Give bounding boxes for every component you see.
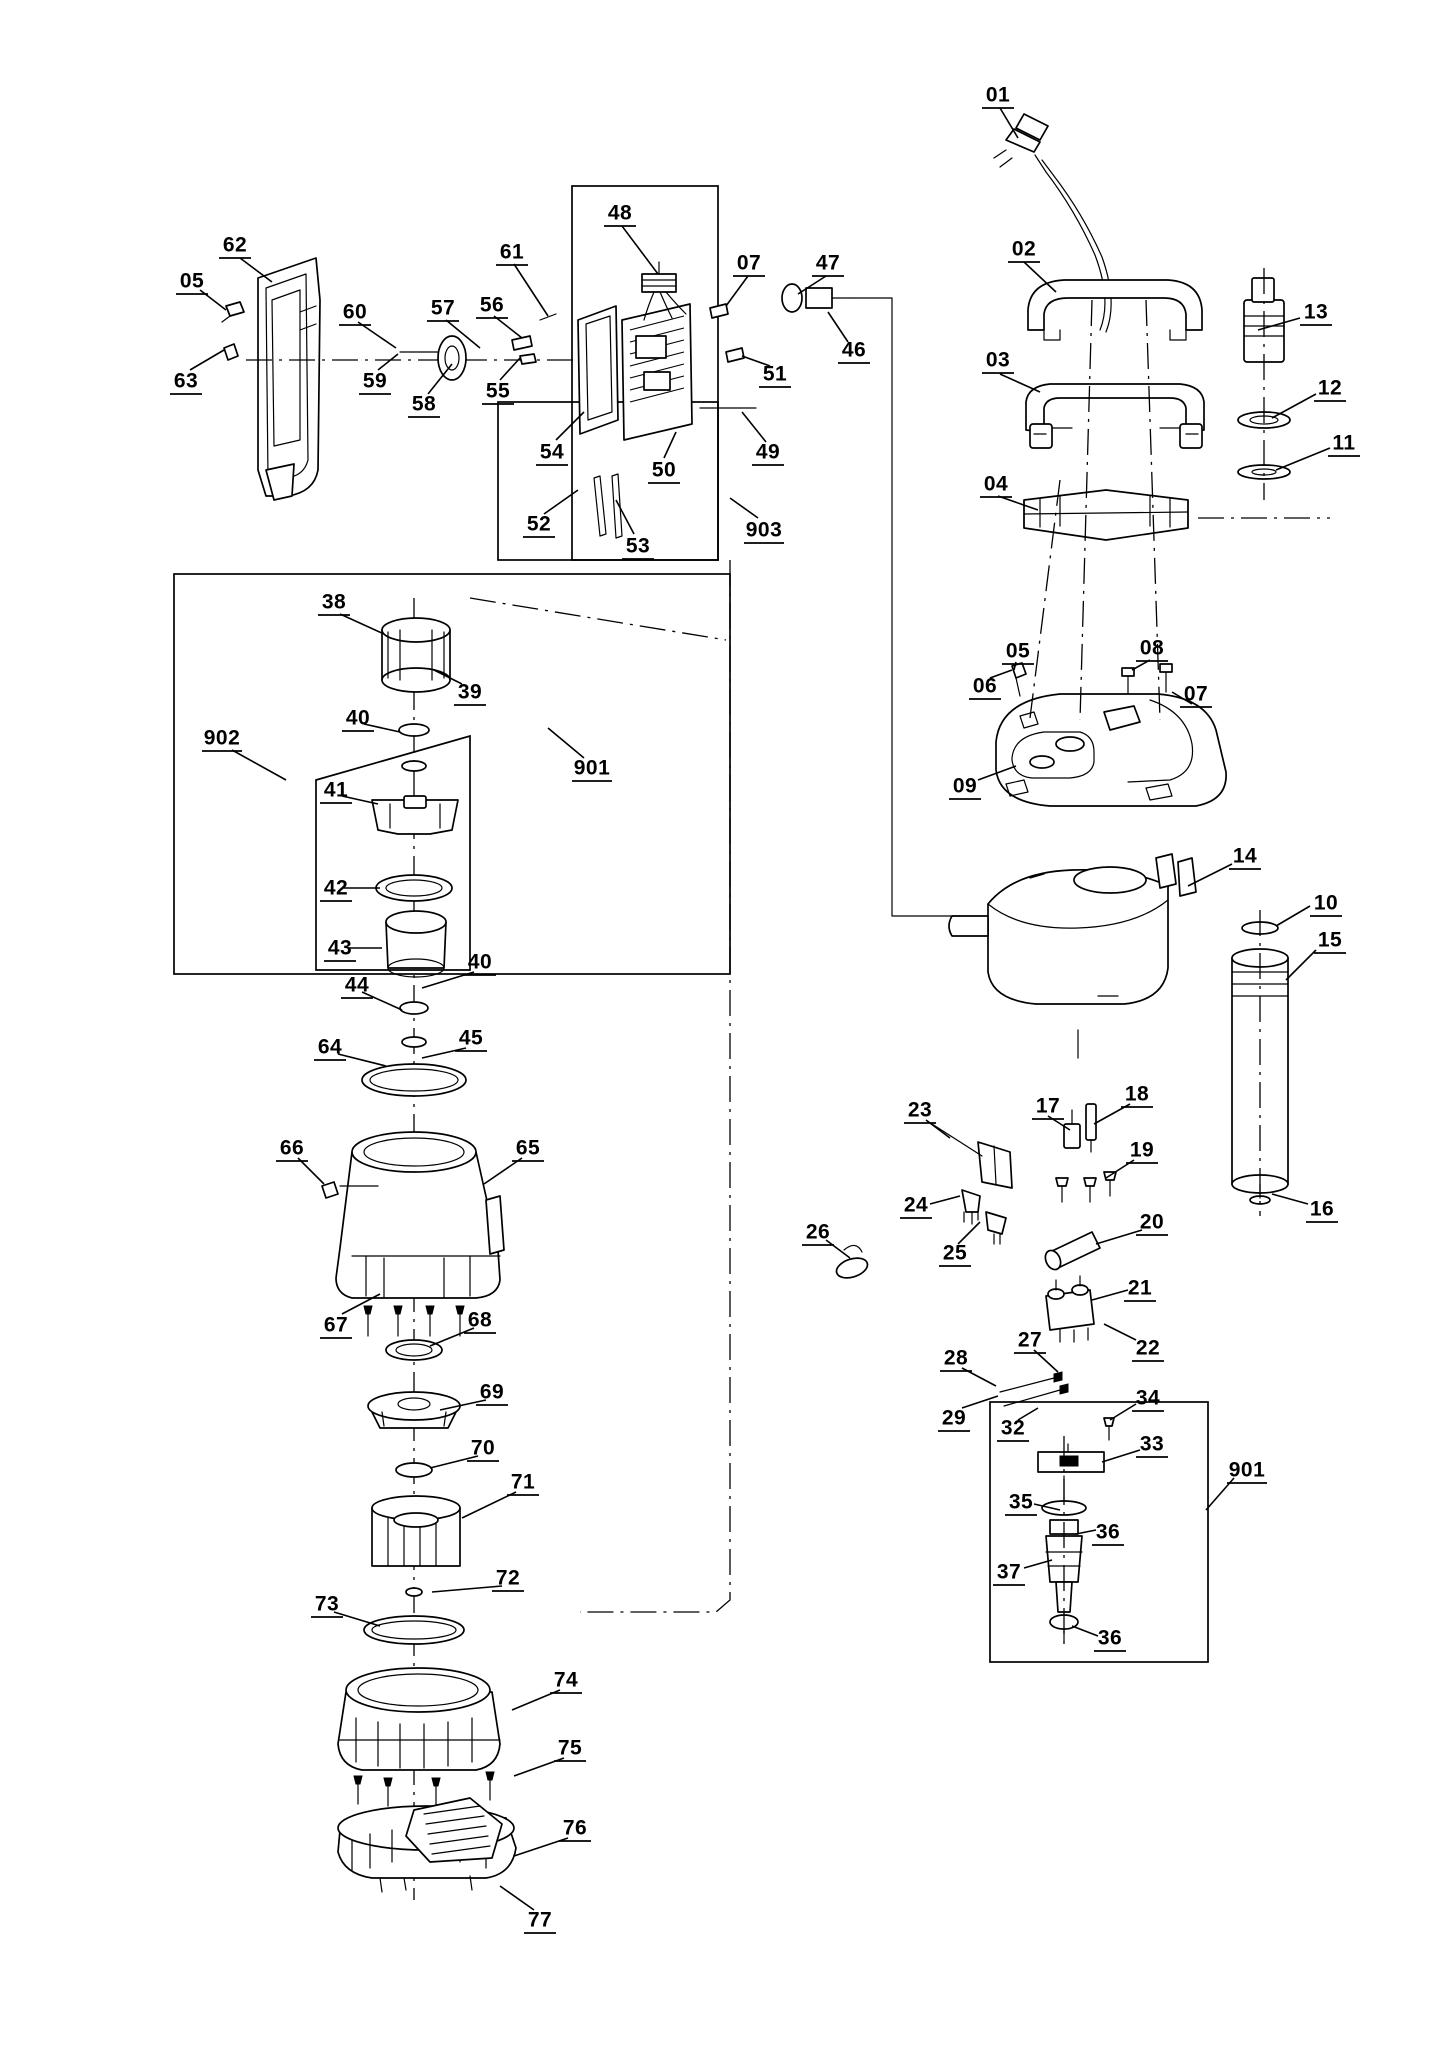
group-collar <box>1024 490 1188 540</box>
axis-long-connector <box>580 560 730 1612</box>
callout-23: 23 <box>907 1098 933 1122</box>
callout-29: 29 <box>941 1406 967 1430</box>
callout-40a: 40 <box>345 706 371 730</box>
callout-57: 57 <box>430 296 456 320</box>
callout-63: 63 <box>173 369 199 393</box>
callout-43: 43 <box>327 936 353 960</box>
part-72 <box>406 1588 422 1596</box>
callout-53: 53 <box>625 534 651 558</box>
group-gearcase <box>949 854 1196 1058</box>
callout-07a: 07 <box>1183 682 1209 706</box>
callout-76: 76 <box>562 1816 588 1840</box>
part-68 <box>386 1340 442 1360</box>
callout-22: 22 <box>1135 1336 1161 1360</box>
callout-47: 47 <box>815 251 841 275</box>
group-part-74 <box>338 1668 500 1770</box>
callout-64: 64 <box>317 1035 343 1059</box>
callout-39: 39 <box>457 680 483 704</box>
callout-16: 16 <box>1309 1197 1335 1221</box>
group-part-41 <box>372 796 458 834</box>
group-inset-903 <box>498 186 960 916</box>
callout-65: 65 <box>515 1136 541 1160</box>
group-small-fasteners <box>1056 1104 1116 1202</box>
group-part-69 <box>368 1392 460 1428</box>
callout-46: 46 <box>841 338 867 362</box>
callout-09: 09 <box>952 774 978 798</box>
callout-60: 60 <box>342 300 368 324</box>
group-terminal-block <box>1046 1276 1094 1342</box>
callout-28: 28 <box>943 1346 969 1370</box>
callout-70: 70 <box>470 1436 496 1460</box>
callout-901b: 901 <box>1228 1458 1266 1482</box>
callout-12: 12 <box>1317 376 1343 400</box>
group-part-44 <box>400 1002 428 1047</box>
callout-51: 51 <box>762 362 788 386</box>
callout-54: 54 <box>539 440 565 464</box>
callout-33: 33 <box>1139 1432 1165 1456</box>
group-inset-902 <box>174 574 730 974</box>
callout-08: 08 <box>1139 636 1165 660</box>
callout-14: 14 <box>1232 844 1258 868</box>
callout-07b: 07 <box>736 251 762 275</box>
callout-36a: 36 <box>1095 1520 1121 1544</box>
callout-50: 50 <box>651 458 677 482</box>
callout-01: 01 <box>985 83 1011 107</box>
callout-34: 34 <box>1135 1386 1161 1410</box>
callout-21: 21 <box>1127 1276 1153 1300</box>
callout-58: 58 <box>411 392 437 416</box>
group-thin-rods <box>1000 1372 1068 1406</box>
callout-71: 71 <box>510 1470 536 1494</box>
callout-62: 62 <box>222 233 248 257</box>
callout-13: 13 <box>1303 300 1329 324</box>
group-part-71 <box>372 1496 460 1566</box>
callout-32: 32 <box>1000 1416 1026 1440</box>
callout-25: 25 <box>942 1241 968 1265</box>
group-cylinder <box>1232 910 1288 1216</box>
group-part-43 <box>386 911 446 977</box>
callout-19: 19 <box>1129 1138 1155 1162</box>
callout-37: 37 <box>996 1560 1022 1584</box>
callout-48: 48 <box>607 201 633 225</box>
callout-40b: 40 <box>467 950 493 974</box>
callout-68: 68 <box>467 1308 493 1332</box>
callout-02: 02 <box>1011 237 1037 261</box>
callout-27: 27 <box>1017 1328 1043 1352</box>
callout-17: 17 <box>1035 1094 1061 1118</box>
callout-77: 77 <box>527 1908 553 1932</box>
callout-52: 52 <box>526 512 552 536</box>
callout-72: 72 <box>495 1566 521 1590</box>
callout-69: 69 <box>479 1380 505 1404</box>
callout-73: 73 <box>314 1592 340 1616</box>
callout-75: 75 <box>557 1736 583 1760</box>
group-part-42 <box>376 875 452 901</box>
group-part-76 <box>338 1798 516 1892</box>
group-handle-bracket <box>1026 384 1204 448</box>
callout-20: 20 <box>1139 1210 1165 1234</box>
group-capacitor <box>1042 1232 1100 1272</box>
callout-11: 11 <box>1332 431 1356 455</box>
axis-901-link <box>470 598 726 640</box>
callout-04: 04 <box>983 472 1009 496</box>
callout-67: 67 <box>323 1313 349 1337</box>
callout-26: 26 <box>805 1220 831 1244</box>
callout-55: 55 <box>485 379 511 403</box>
callout-903: 903 <box>745 518 783 542</box>
callout-42: 42 <box>323 876 349 900</box>
callout-59: 59 <box>362 369 388 393</box>
callout-15: 15 <box>1317 928 1343 952</box>
group-part-38 <box>382 618 450 692</box>
callout-05b: 05 <box>179 269 205 293</box>
group-part-73 <box>364 1616 464 1644</box>
callout-41: 41 <box>323 778 349 802</box>
part-70 <box>396 1463 432 1477</box>
callout-36b: 36 <box>1097 1626 1123 1650</box>
leader-lines <box>190 108 1330 1910</box>
group-switch-cover-62 <box>222 258 320 500</box>
callout-10: 10 <box>1313 891 1339 915</box>
callout-06: 06 <box>972 674 998 698</box>
group-switch-bracket <box>932 1124 1012 1244</box>
group-upper-handle <box>1028 280 1202 340</box>
callout-03: 03 <box>985 348 1011 372</box>
callout-05a: 05 <box>1005 639 1031 663</box>
callout-38: 38 <box>321 590 347 614</box>
callout-24: 24 <box>903 1193 929 1217</box>
callout-66: 66 <box>279 1136 305 1160</box>
group-part-65 <box>322 1132 504 1298</box>
callout-49: 49 <box>755 440 781 464</box>
callout-45: 45 <box>458 1026 484 1050</box>
callout-56: 56 <box>479 293 505 317</box>
callout-61: 61 <box>499 240 525 264</box>
callout-18: 18 <box>1124 1082 1150 1106</box>
callout-35: 35 <box>1008 1490 1034 1514</box>
callout-902: 902 <box>203 726 241 750</box>
callout-901a: 901 <box>573 756 611 780</box>
group-part-45 <box>362 1064 466 1096</box>
callout-44: 44 <box>344 973 370 997</box>
callout-74: 74 <box>553 1668 579 1692</box>
